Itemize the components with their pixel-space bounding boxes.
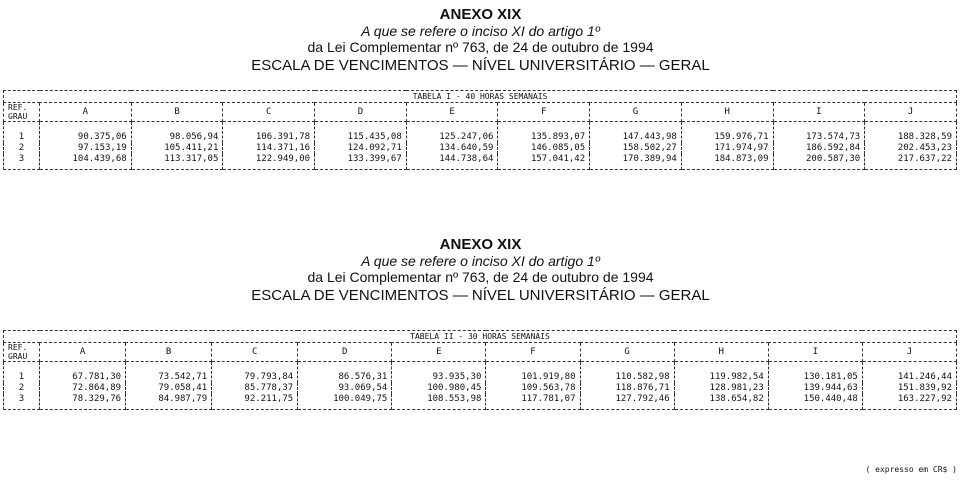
column-header: E <box>406 103 498 122</box>
value-cell: 108.553,98 <box>392 394 486 410</box>
value-cell: 85.778,37 <box>212 383 298 394</box>
currency-footnote: ( expresso em CR$ ) <box>865 465 957 474</box>
value-cell: 128.981,23 <box>674 383 768 394</box>
value-cell: 98.056,94 <box>131 122 223 144</box>
table-header-row <box>4 343 957 362</box>
value-cell: 135.893,07 <box>498 122 590 144</box>
subtitle-line-2: da Lei Complementar nº 763, de 24 de outubro de 1994 <box>307 269 654 285</box>
table-caption: TABELA II - 30 HORAS SEMANAIS <box>4 331 957 343</box>
column-header: F <box>498 103 590 122</box>
column-header: H <box>674 343 768 362</box>
value-cell: 171.974,97 <box>681 143 773 154</box>
annex-title: ANEXO XIX <box>439 236 522 253</box>
table-caption: TABELA I - 40 HORAS SEMANAIS <box>4 91 957 103</box>
column-header: B <box>126 343 212 362</box>
value-cell: 159.976,71 <box>681 122 773 144</box>
value-cell: 100.049,75 <box>298 394 392 410</box>
value-cell: 92.211,75 <box>212 394 298 410</box>
grau-cell: 2 <box>4 143 40 154</box>
value-cell: 100.980,45 <box>392 383 486 394</box>
grau-cell: 3 <box>4 394 40 410</box>
grau-cell: 1 <box>4 122 40 144</box>
value-cell: 184.873,09 <box>681 154 773 170</box>
value-cell: 173.574,73 <box>773 122 865 144</box>
ref-grau-header <box>4 343 40 362</box>
value-cell: 113.317,05 <box>131 154 223 170</box>
annex-title: ANEXO XIX <box>439 6 522 23</box>
column-header: G <box>580 343 674 362</box>
value-cell: 84.987,79 <box>126 394 212 410</box>
value-cell: 97.153,19 <box>40 143 132 154</box>
value-cell: 105.411,21 <box>131 143 223 154</box>
value-cell: 163.227,92 <box>862 394 956 410</box>
value-cell: 130.181,05 <box>768 362 862 384</box>
grau-label: GRAU <box>8 112 28 121</box>
value-cell: 124.092,71 <box>315 143 407 154</box>
value-cell: 157.041,42 <box>498 154 590 170</box>
value-cell: 158.502,27 <box>590 143 682 154</box>
grau-cell: 2 <box>4 383 40 394</box>
annex-section-2 <box>0 236 961 305</box>
value-cell: 133.399,67 <box>315 154 407 170</box>
subtitle-line-2: da Lei Complementar nº 763, de 24 de outubro de 1994 <box>307 39 654 55</box>
subtitle-line-1: A que se refere o inciso XI do artigo 1º <box>361 253 600 269</box>
column-header: C <box>223 103 315 122</box>
table-row <box>4 143 957 154</box>
table-row <box>4 154 957 170</box>
value-cell: 119.982,54 <box>674 362 768 384</box>
table-row <box>4 394 957 410</box>
column-header: A <box>40 103 132 122</box>
column-header: F <box>486 343 580 362</box>
value-cell: 101.919,80 <box>486 362 580 384</box>
value-cell: 151.839,92 <box>862 383 956 394</box>
value-cell: 79.058,41 <box>126 383 212 394</box>
table-caption-row <box>4 331 957 343</box>
scale-title: ESCALA DE VENCIMENTOS — NÍVEL UNIVERSITÁRIO — GERAL <box>251 57 710 74</box>
column-header: J <box>865 103 957 122</box>
column-header: H <box>681 103 773 122</box>
table-row <box>4 122 957 144</box>
grau-cell: 1 <box>4 362 40 384</box>
value-cell: 73.542,71 <box>126 362 212 384</box>
value-cell: 67.781,30 <box>40 362 126 384</box>
table-body <box>4 362 957 410</box>
salary-table-1 <box>3 90 957 170</box>
value-cell: 93.935,30 <box>392 362 486 384</box>
value-cell: 186.592,84 <box>773 143 865 154</box>
value-cell: 86.576,31 <box>298 362 392 384</box>
value-cell: 114.371,16 <box>223 143 315 154</box>
value-cell: 90.375,06 <box>40 122 132 144</box>
value-cell: 170.389,94 <box>590 154 682 170</box>
value-cell: 109.563,78 <box>486 383 580 394</box>
column-header: I <box>768 343 862 362</box>
value-cell: 202.453,23 <box>865 143 957 154</box>
column-header: B <box>131 103 223 122</box>
table-header-row <box>4 103 957 122</box>
table-row <box>4 383 957 394</box>
annex-section-1 <box>0 6 961 75</box>
value-cell: 104.439,68 <box>40 154 132 170</box>
value-cell: 150.440,48 <box>768 394 862 410</box>
value-cell: 144.738,64 <box>406 154 498 170</box>
column-header: G <box>590 103 682 122</box>
value-cell: 72.864,89 <box>40 383 126 394</box>
value-cell: 200.587,30 <box>773 154 865 170</box>
value-cell: 118.876,71 <box>580 383 674 394</box>
value-cell: 134.640,59 <box>406 143 498 154</box>
column-header: C <box>212 343 298 362</box>
salary-table-2 <box>3 330 957 410</box>
grau-label: GRAU <box>8 352 28 361</box>
value-cell: 115.435,08 <box>315 122 407 144</box>
scale-title: ESCALA DE VENCIMENTOS — NÍVEL UNIVERSITÁRIO — GERAL <box>251 287 710 304</box>
value-cell: 106.391,78 <box>223 122 315 144</box>
ref-grau-header <box>4 103 40 122</box>
ref-label: REF. <box>8 343 28 352</box>
column-header: J <box>862 343 956 362</box>
table-body <box>4 122 957 170</box>
value-cell: 110.582,98 <box>580 362 674 384</box>
value-cell: 138.654,82 <box>674 394 768 410</box>
value-cell: 122.949,00 <box>223 154 315 170</box>
column-header: A <box>40 343 126 362</box>
value-cell: 217.637,22 <box>865 154 957 170</box>
subtitle-line-1: A que se refere o inciso XI do artigo 1º <box>361 23 600 39</box>
column-header: D <box>298 343 392 362</box>
table-caption-row <box>4 91 957 103</box>
value-cell: 127.792,46 <box>580 394 674 410</box>
value-cell: 125.247,06 <box>406 122 498 144</box>
value-cell: 146.085,05 <box>498 143 590 154</box>
column-header: I <box>773 103 865 122</box>
section-heading <box>0 236 961 305</box>
ref-label: REF. <box>8 103 28 112</box>
value-cell: 139.944,63 <box>768 383 862 394</box>
value-cell: 188.328,59 <box>865 122 957 144</box>
grau-cell: 3 <box>4 154 40 170</box>
value-cell: 93.069,54 <box>298 383 392 394</box>
value-cell: 78.329,76 <box>40 394 126 410</box>
table-row <box>4 362 957 384</box>
value-cell: 141.246,44 <box>862 362 956 384</box>
value-cell: 79.793,84 <box>212 362 298 384</box>
value-cell: 117.781,07 <box>486 394 580 410</box>
value-cell: 147.443,98 <box>590 122 682 144</box>
section-heading <box>0 6 961 75</box>
column-header: E <box>392 343 486 362</box>
column-header: D <box>315 103 407 122</box>
